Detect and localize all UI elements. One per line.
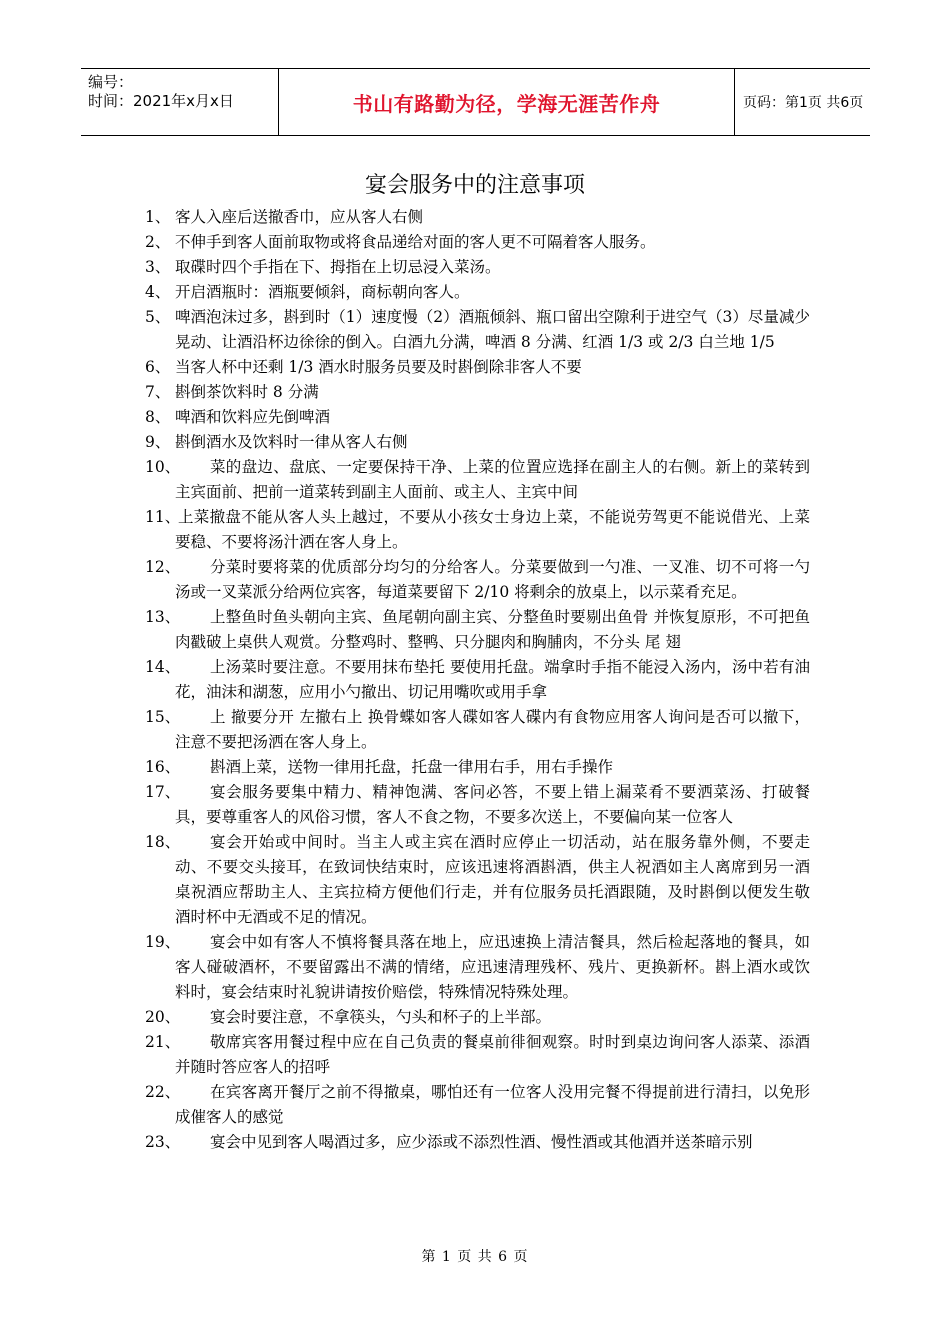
list-item bbox=[145, 205, 810, 230]
item-number: 15、 bbox=[145, 708, 181, 726]
item-number: 5、 bbox=[145, 308, 171, 326]
item-text: 当客人杯中还剩 1/3 酒水时服务员要及时斟倒除非客人不要 bbox=[175, 358, 582, 376]
item-number: 18、 bbox=[145, 833, 181, 851]
item-text: 上 撤要分开 左撤右上 换骨蝶如客人碟如客人碟内有食物应用客人询问是否可以撤下，注意不要把汤洒在客人身上。 bbox=[175, 708, 810, 751]
list-item bbox=[145, 705, 810, 755]
list-item bbox=[145, 455, 810, 505]
list-item bbox=[145, 555, 810, 605]
item-text: 取碟时四个手指在下、拇指在上切忌浸入菜汤。 bbox=[175, 258, 501, 276]
item-text: 宴会时要注意，不拿筷头，勺头和杯子的上半部。 bbox=[210, 1008, 552, 1026]
list-item bbox=[145, 1130, 810, 1155]
header-page-info: 页码：第1页 共6页 bbox=[743, 95, 864, 111]
item-text: 分菜时要将菜的优质部分均匀的分给客人。分菜要做到一勺准、一叉准、切不可将一勺汤或一叉菜派分给两位宾客，每道菜要留下 2/10 将剩余的放桌上，以示菜肴充足。 bbox=[175, 558, 810, 601]
item-text: 敬席宾客用餐过程中应在自己负责的餐桌前徘徊观察。时时到桌边询问客人添菜、添酒并随时答应客人的招呼 bbox=[175, 1033, 810, 1076]
list-item bbox=[145, 405, 810, 430]
item-number: 4、 bbox=[145, 283, 171, 301]
item-number: 21、 bbox=[145, 1033, 181, 1051]
header-motto: 书山有路勤为径，学海无涯苦作舟 bbox=[352, 91, 661, 116]
item-number: 1、 bbox=[145, 208, 171, 226]
document-number-label: 编号： bbox=[88, 73, 134, 91]
item-number: 16、 bbox=[145, 758, 181, 776]
item-list bbox=[145, 205, 810, 1155]
item-text: 斟倒茶饮料时 8 分满 bbox=[175, 383, 319, 401]
list-item bbox=[145, 605, 810, 655]
list-item bbox=[145, 230, 810, 255]
item-text: 斟酒上菜，送物一律用托盘，托盘一律用右手，用右手操作 bbox=[210, 758, 614, 776]
item-text: 客人入座后送撤香巾，应从客人右侧 bbox=[175, 208, 424, 226]
list-item bbox=[145, 1030, 810, 1080]
item-number: 10、 bbox=[145, 458, 181, 476]
item-text: 上整鱼时鱼头朝向主宾、鱼尾朝向副主宾、分整鱼时要剔出鱼骨 并恢复原形，不可把鱼肉戳破上桌供人观赏。分整鸡时、整鸭、只分腿肉和胸脯肉，不分头 尾 翅 bbox=[175, 608, 810, 651]
item-text: 上汤菜时要注意。不要用抹布垫托 要使用托盘。端拿时手指不能浸入汤内，汤中若有油花，油沫和湖葱，应用小勺撤出、切记用嘴吹或用手拿 bbox=[175, 658, 810, 701]
list-item bbox=[145, 830, 810, 930]
item-number: 11、 bbox=[145, 508, 181, 526]
list-item bbox=[145, 305, 810, 355]
item-number: 14、 bbox=[145, 658, 181, 676]
list-item bbox=[145, 780, 810, 830]
list-item bbox=[145, 380, 810, 405]
page-footer: 第 1 页 共 6 页 bbox=[421, 1249, 529, 1265]
document-date: 时间：2021年x月x日 bbox=[88, 92, 234, 110]
item-number: 9、 bbox=[145, 433, 171, 451]
item-number: 7、 bbox=[145, 383, 171, 401]
list-item bbox=[145, 655, 810, 705]
header-motto-cell bbox=[278, 69, 735, 135]
list-item bbox=[145, 430, 810, 455]
document-title: 宴会服务中的注意事项 bbox=[364, 173, 585, 198]
item-number: 8、 bbox=[145, 408, 171, 426]
item-text: 宴会中见到客人喝酒过多，应少添或不添烈性酒、慢性酒或其他酒并送茶暗示别 bbox=[210, 1133, 753, 1151]
item-text: 啤酒和饮料应先倒啤酒 bbox=[175, 408, 331, 426]
item-text: 宴会服务要集中精力、精神饱满、客问必答，不要上错上漏菜肴不要洒菜汤、打破餐具，要尊重客人的风俗习惯，客人不食之物，不要多次送上，不要偏向某一位客人 bbox=[175, 783, 810, 826]
item-number: 3、 bbox=[145, 258, 171, 276]
item-number: 20、 bbox=[145, 1008, 181, 1026]
item-text: 在宾客离开餐厅之前不得撤桌，哪怕还有一位客人没用完餐不得提前进行清扫，以免形成催客人的感觉 bbox=[175, 1083, 810, 1126]
list-item bbox=[145, 505, 810, 555]
list-item bbox=[145, 355, 810, 380]
page-header bbox=[81, 68, 870, 136]
item-number: 2、 bbox=[145, 233, 171, 251]
item-text: 宴会开始或中间时。当主人或主宾在酒时应停止一切活动，站在服务靠外侧，不要走动、不要交头接耳，在致词快结束时，应该迅速将酒斟酒，供主人祝酒如主人离席到另一酒桌祝酒应帮助主人、主宾拉椅方便他们行走，并有位服务员托酒跟随，及时斟倒以便发生敬酒时杯中无酒或不足的情况。 bbox=[175, 833, 810, 926]
item-text: 菜的盘边、盘底、一定要保持干净、上菜的位置应选择在副主人的右侧。新上的菜转到主宾面前、把前一道菜转到副主人面前、或主人、主宾中间 bbox=[175, 458, 810, 501]
item-text: 宴会中如有客人不慎将餐具落在地上，应迅速换上清洁餐具，然后检起落地的餐具，如客人碰破酒杯，不要留露出不满的情绪，应迅速清理残杯、残片、更换新杯。斟上酒水或饮料时，宴会结束时礼貌讲请按价赔偿，特殊情况特殊处理。 bbox=[175, 933, 810, 1001]
item-number: 19、 bbox=[145, 933, 181, 951]
item-text: 斟倒酒水及饮料时一律从客人右侧 bbox=[175, 433, 408, 451]
list-item bbox=[145, 1080, 810, 1130]
item-number: 6、 bbox=[145, 358, 171, 376]
item-number: 13、 bbox=[145, 608, 181, 626]
list-item bbox=[145, 930, 810, 1005]
item-number: 23、 bbox=[145, 1133, 181, 1151]
list-item bbox=[145, 1005, 810, 1030]
header-meta bbox=[81, 69, 278, 135]
item-number: 22、 bbox=[145, 1083, 181, 1101]
item-number: 12、 bbox=[145, 558, 181, 576]
item-number: 17、 bbox=[145, 783, 181, 801]
list-item bbox=[145, 255, 810, 280]
list-item bbox=[145, 280, 810, 305]
item-text: 啤酒泡沫过多，斟到时（1）速度慢（2）酒瓶倾斜、瓶口留出空隙利于进空气（3）尽量减少晃动、让酒沿杯边徐徐的倒入。白酒九分满，啤酒 8 分满、红酒 1/3 或 2/3 白兰地 1/5 bbox=[175, 308, 810, 351]
item-text: 上菜撤盘不能从客人头上越过，不要从小孩女士身边上菜，不能说劳驾更不能说借光、上菜要稳、不要将汤汁洒在客人身上。 bbox=[175, 508, 810, 551]
item-text: 不伸手到客人面前取物或将食品递给对面的客人更不可隔着客人服务。 bbox=[175, 233, 656, 251]
item-text: 开启酒瓶时：酒瓶要倾斜，商标朝向客人。 bbox=[175, 283, 470, 301]
list-item bbox=[145, 755, 810, 780]
